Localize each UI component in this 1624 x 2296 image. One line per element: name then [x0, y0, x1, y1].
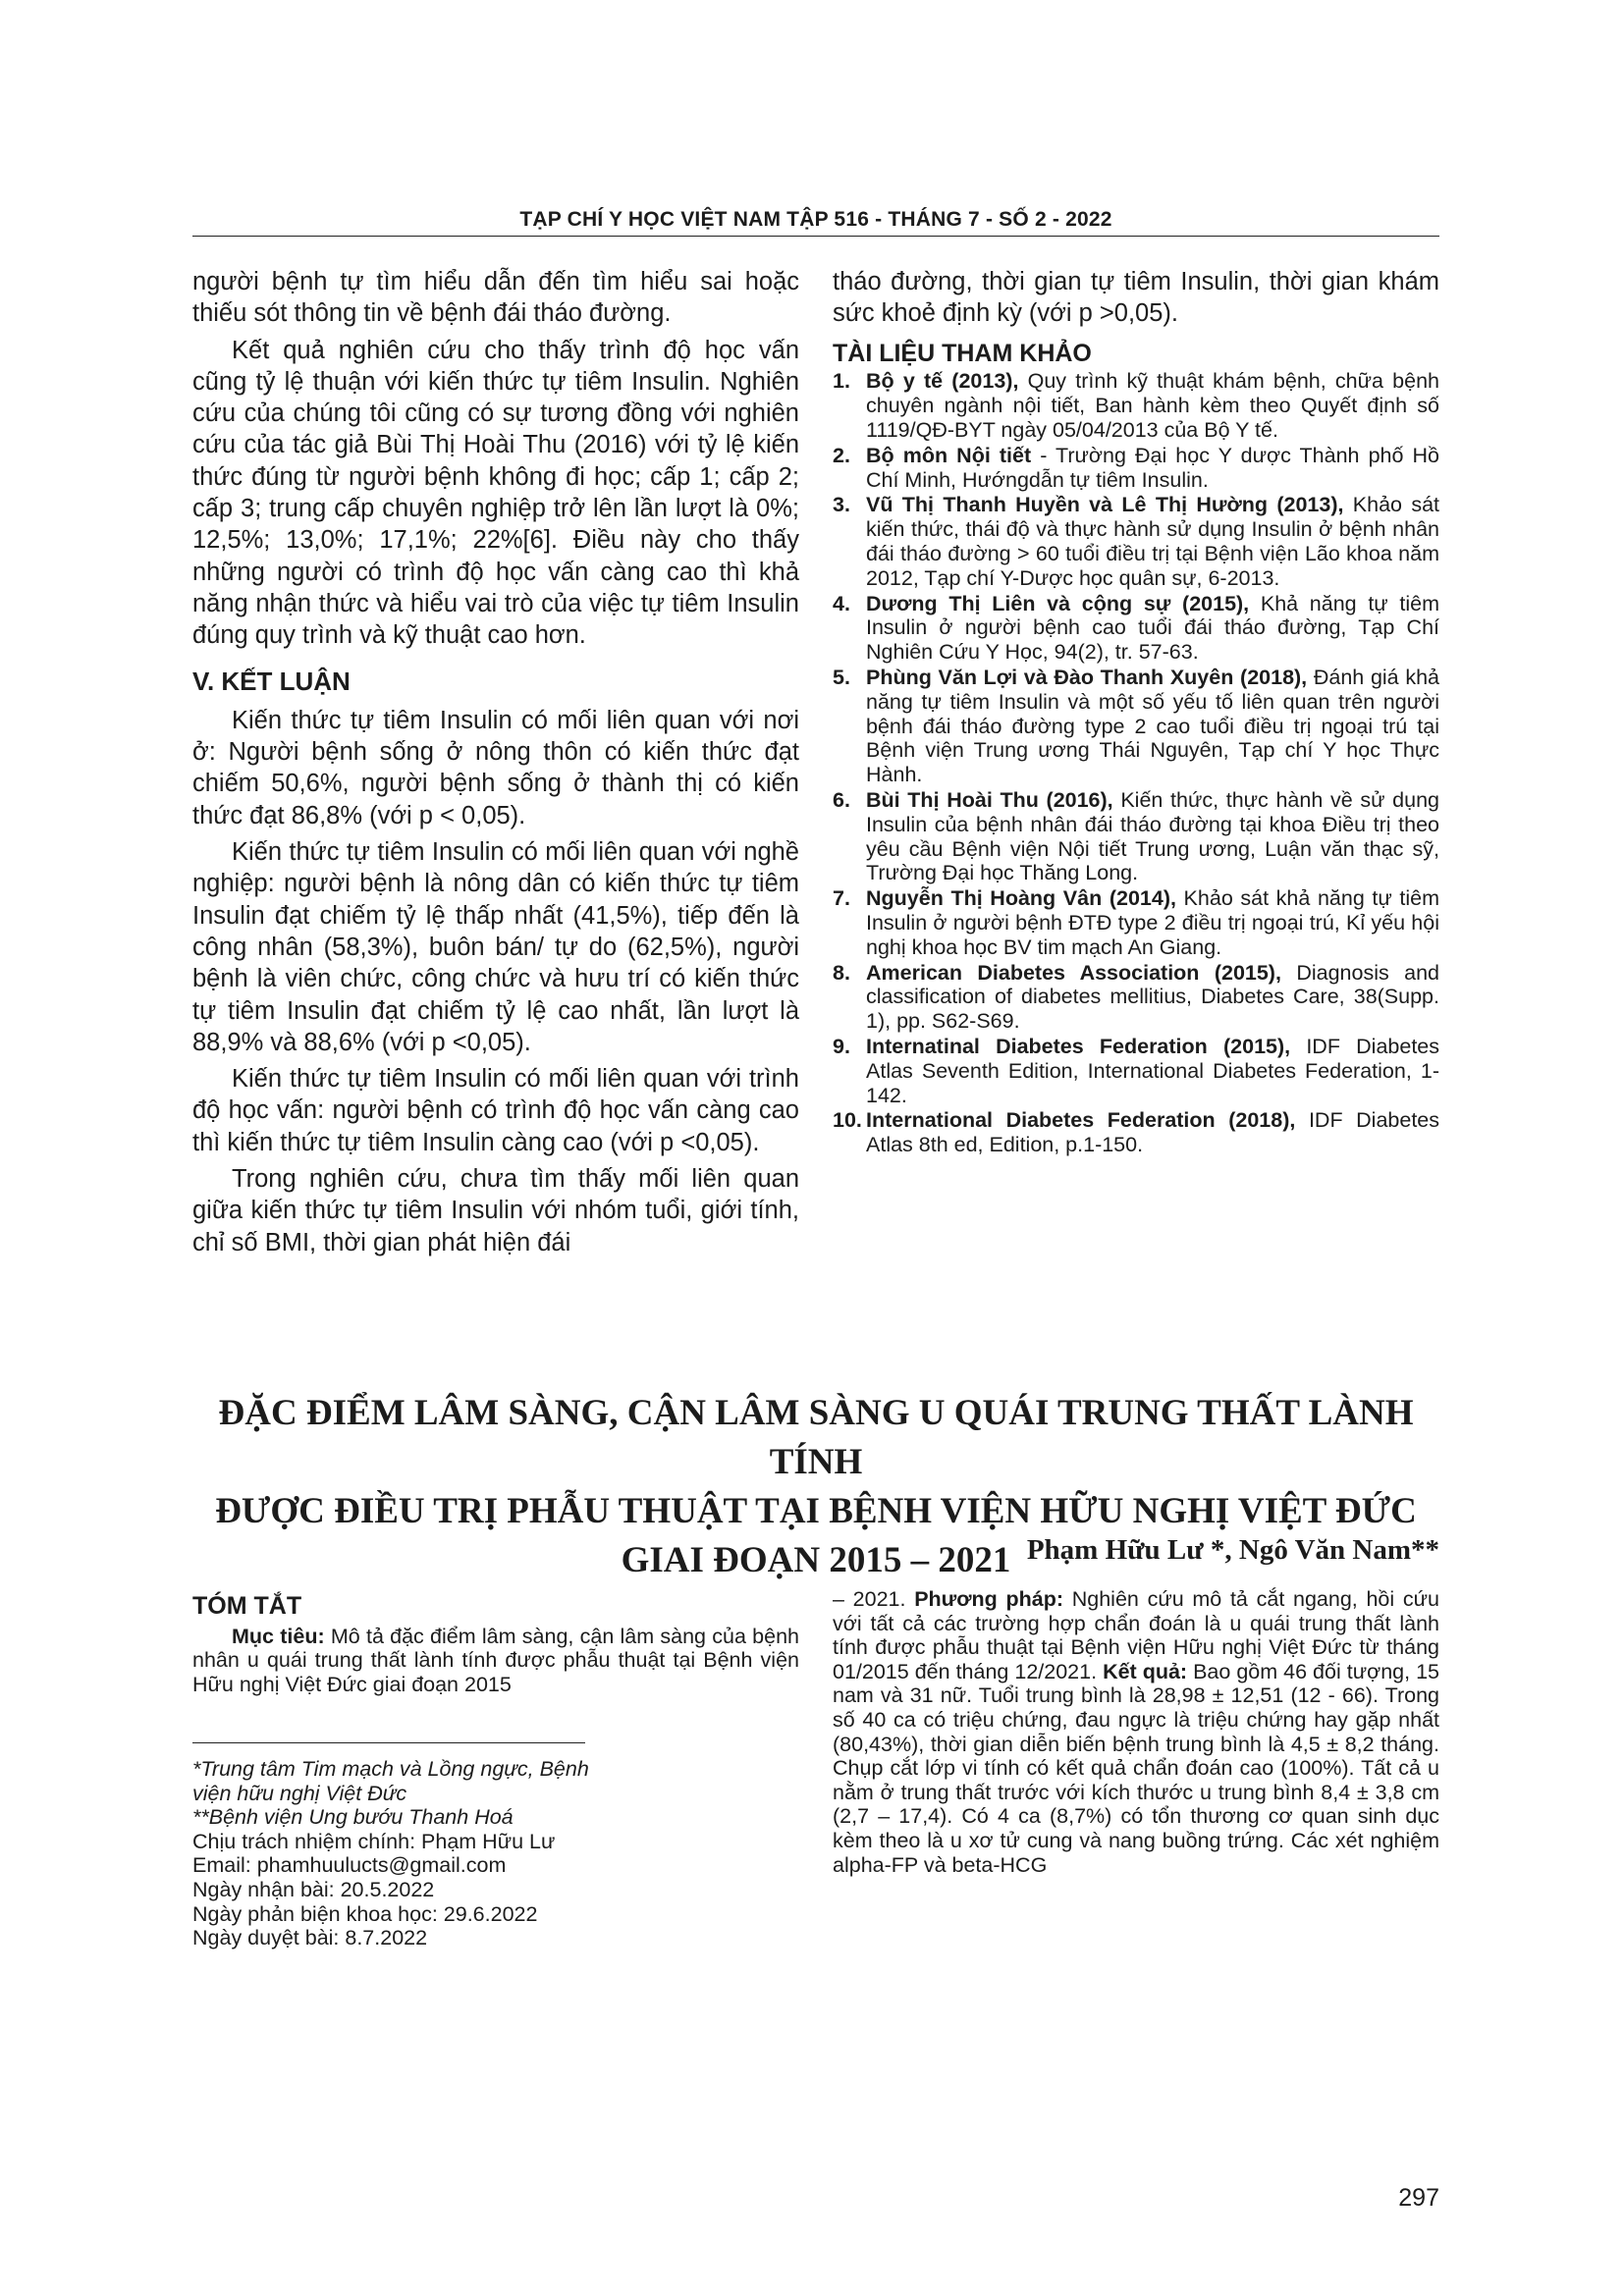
abstract-right	[833, 1587, 1439, 1877]
article-title-line: ĐẶC ĐIỂM LÂM SÀNG, CẬN LÂM SÀNG U QUÁI TRUNG THẤT LÀNH TÍNH	[218, 1393, 1414, 1482]
paragraph: Kiến thức tự tiêm Insulin có mối liên quan với trình độ học vấn: người bệnh có trình độ học vấn càng cao thì kiến thức tự tiêm Insulin càng cao (với p <0,05).	[192, 1065, 799, 1156]
reference-item	[833, 961, 1439, 1034]
reference-body	[866, 666, 1439, 787]
accepted-date: Ngày duyệt bài: 8.7.2022	[192, 1926, 428, 1950]
abstract-paragraph	[833, 1587, 1439, 1877]
reference-item	[833, 886, 1439, 959]
reference-author: Nguyễn Thị Hoàng Vân (2014),	[866, 886, 1176, 911]
result-text: Bao gồm 46 đối tượng, 15 nam và 31 nữ. Tuổi trung bình là 28,98 ± 12,51 (12 - 66). Trong số 40 ca có triệu chứng, đau ngực là triệu chứng hay gặp nhất (80,43%), thời gian diễn biến bệnh trung bình là 4,5 ± 8,2 tháng. Chụp cắt lớp vi tính có kết quả chẩn đoán cao (100%). Tất cả u nằm ở trung thất trước với kích thước u trung bình 8,4 ± 3,8 cm (2,7 – 17,4). Có 4 ca (8,7%) có tổn thương cơ quan sinh dục kèm theo là u xơ tử cung và nang buồng trứng. Các xét nghiệm alpha-FP và beta-HCG	[833, 1659, 1440, 1877]
paragraph: Kết quả nghiên cứu cho thấy trình độ học vấn cũng tỷ lệ thuận với kiến thức tự tiêm Insulin. Nghiên cứu của chúng tôi cũng có sự tương đồng với nghiên cứu của tác giả Bùi Thị Hoài Thu (2016) với tỷ lệ kiến thức đúng từ người bệnh không đi học; cấp 1; cấp 2; cấp 3; trung cấp chuyên nghiệp trở lên lần lượt là 0%; 12,5%; 13,0%; 17,1%; 22%[6]. Điều này cho thấy những người có trình độ học vấn càng cao thì khả năng nhận thức và hiểu vai trò của việc tự tiêm Insulin đúng quy trình và kỹ thuật cao hơn.	[192, 336, 799, 650]
header-rule	[192, 236, 1439, 237]
reference-text: Kiến thức, thực hành về sử dụng Insulin của bệnh nhân đái tháo đường tại khoa Điều trị theo yêu cầu Bệnh viện Nội tiết Trung ương, Luận văn thạc sỹ, Trường Đại học Thăng Long.	[866, 787, 1439, 885]
reference-author: Bùi Thị Hoài Thu (2016),	[866, 787, 1113, 812]
reference-body	[866, 369, 1439, 442]
paragraph: Kiến thức tự tiêm Insulin có mối liên quan với nơi ở: Người bệnh sống ở nông thôn có kiến thức đạt chiếm 50,6%, người bệnh sống ở thành thị có kiến thức đạt 86,8% (với p < 0,05).	[192, 706, 799, 829]
article-title-line: GIAI ĐOẠN 2015 – 2021	[621, 1540, 1011, 1580]
paragraph: tháo đường, thời gian tự tiêm Insulin, thời gian khám sức khoẻ định kỳ (với p >0,05).	[833, 268, 1439, 328]
footnotes	[192, 1757, 605, 1950]
reference-number: 9.	[833, 1034, 850, 1058]
footnote-rule	[192, 1742, 585, 1743]
reference-item	[833, 369, 1439, 442]
reference-number: 5.	[833, 665, 850, 689]
objective-text: Mô tả đặc điểm lâm sàng, cận lâm sàng của bệnh nhân u quái trung thất lành tính được phẫu thuật tại Bệnh viện Hữu nghị Việt Đức giai đoạn 2015	[192, 1624, 799, 1696]
reference-number: 7.	[833, 886, 850, 911]
reference-author: Bộ môn Nội tiết	[866, 443, 1032, 467]
reference-author: Vũ Thị Thanh Huyền và Lê Thị Hường (2013),	[866, 493, 1344, 517]
reference-author: Bộ y tế (2013),	[866, 369, 1019, 394]
reference-text: Khảo sát kiến thức, thái độ và thực hành sử dụng Insulin ở bệnh nhân đái tháo đường > 60 tuổi điều trị tại Bệnh viện Lão khoa năm 2012, Tạp chí Y-Dược học quân sự, 6-2013.	[866, 493, 1439, 590]
abstract-text: – 2021.	[833, 1587, 915, 1611]
email: Email: phamhuulucts@gmail.com	[192, 1853, 507, 1878]
reference-author: Dương Thị Liên và cộng sự (2015),	[866, 591, 1250, 615]
abstract-left	[192, 1594, 799, 1696]
page-number: 297	[1398, 2184, 1439, 2212]
journal-header: TẠP CHÍ Y HỌC VIỆT NAM TẬP 516 - THÁNG 7 - SỐ 2 - 2022	[519, 208, 1112, 231]
reference-author: Phùng Văn Lợi và Đào Thanh Xuyên (2018),	[866, 665, 1308, 689]
reference-number: 6.	[833, 787, 850, 812]
paragraph: Kiến thức tự tiêm Insulin có mối liên quan với nghề nghiệp: người bệnh là nông dân có kiến thức tự tiêm Insulin đạt chiếm tỷ lệ thấp nhất (41,5%), tiếp đến là công nhân (58,3%), buôn bán/ tự do (62,5%), người bệnh là viên chức, công chức và hưu trí có kiến thức tự tiêm Insulin đạt chiếm tỷ lệ cao nhất, lần lượt là 88,9% và 88,6% (với p <0,05).	[192, 838, 799, 1056]
corresponding-author: Chịu trách nhiệm chính: Phạm Hữu Lư	[192, 1829, 556, 1853]
reference-author: Internatinal Diabetes Federation (2015),	[866, 1034, 1291, 1058]
reference-item	[833, 592, 1439, 665]
reference-item	[833, 666, 1439, 787]
reference-text: Khảo sát khả năng tự tiêm Insulin ở người bệnh ĐTĐ type 2 điều trị ngoại trú, Kỉ yếu hội nghị khoa học BV tim mạch An Giang.	[866, 886, 1439, 959]
paragraph: người bệnh tự tìm hiểu dẫn đến tìm hiểu sai hoặc thiếu sót thông tin về bệnh đái tháo đường.	[192, 268, 799, 328]
paragraph: Trong nghiên cứu, chưa tìm thấy mối liên quan giữa kiến thức tự tiêm Insulin với nhóm tuổi, giới tính, chỉ số BMI, thời gian phát hiện đái	[192, 1165, 799, 1256]
reference-item	[833, 1035, 1439, 1107]
objective-label: Mục tiêu:	[232, 1624, 325, 1648]
review-date: Ngày phản biện khoa học: 29.6.2022	[192, 1901, 538, 1926]
reference-number: 8.	[833, 960, 850, 985]
method-text: Nghiên cứu mô tả cắt ngang, hồi cứu với tất cả các trường hợp chẩn đoán là u quái trung thất lành tính được phẫu thuật tại Bệnh viện Hữu nghị Việt Đức từ tháng 01/2015 đến tháng 12/2021.	[833, 1587, 1439, 1683]
reference-number: 10.	[833, 1108, 862, 1133]
reference-item	[833, 788, 1439, 885]
reference-number: 1.	[833, 369, 850, 394]
reference-item	[833, 1108, 1439, 1157]
reference-text: Đánh giá khả năng tự tiêm Insulin và một số yếu tố liên quan trên người bệnh đái tháo đường type 2 cao tuổi điều trị ngoại trú tại Bệnh viện Trung ương Thái Nguyên, Tạp chí Y học Thực Hành.	[866, 665, 1439, 787]
reference-number: 2.	[833, 443, 850, 467]
received-date: Ngày nhận bài: 20.5.2022	[192, 1877, 435, 1901]
reference-text: Quy trình kỹ thuật khám bệnh, chữa bệnh chuyên ngành nội tiết, Ban hành kèm theo Quyết định số 1119/QĐ-BYT ngày 05/04/2013 của Bộ Y tế.	[866, 369, 1439, 442]
reference-item	[833, 493, 1439, 590]
reference-item	[833, 444, 1439, 493]
right-column	[833, 266, 1439, 1157]
references	[833, 339, 1440, 1157]
reference-author: American Diabetes Association (2015),	[866, 960, 1281, 985]
reference-text: - Trường Đại học Y dược Thành phố Hồ Chí Minh, Hướngdẫn tự tiêm Insulin.	[866, 443, 1439, 492]
reference-body	[866, 592, 1439, 665]
left-column	[192, 266, 799, 1258]
affiliation: *Trung tâm Tim mạch và Lồng ngực, Bệnh viện hữu nghị Việt Đức	[192, 1757, 589, 1805]
abstract-paragraph	[192, 1625, 799, 1697]
reference-body	[866, 1035, 1439, 1107]
reference-number: 3.	[833, 493, 850, 517]
reference-body	[866, 1108, 1439, 1157]
reference-body	[866, 886, 1439, 959]
result-label: Kết quả:	[1103, 1659, 1188, 1683]
reference-text: IDF Diabetes Atlas Seventh Edition, International Diabetes Federation, 1-142.	[866, 1034, 1440, 1107]
reference-author: International Diabetes Federation (2018),	[866, 1108, 1296, 1133]
reference-text: IDF Diabetes Atlas 8th ed, Edition, p.1-150.	[866, 1108, 1439, 1157]
reference-number: 4.	[833, 591, 850, 615]
references-heading: TÀI LIỆU THAM KHẢO	[833, 339, 1092, 367]
reference-body	[866, 493, 1439, 590]
article-title-line: ĐƯỢC ĐIỀU TRỊ PHẪU THUẬT TẠI BỆNH VIỆN HỮU NGHỊ VIỆT ĐỨC	[215, 1491, 1417, 1531]
section-heading: V. KẾT LUẬN	[192, 666, 351, 696]
reference-body	[866, 788, 1439, 885]
method-label: Phương pháp:	[914, 1587, 1064, 1611]
reference-body	[866, 961, 1439, 1034]
article-authors: Phạm Hữu Lư *, Ngô Văn Nam**	[1026, 1534, 1439, 1566]
reference-text: Diagnosis and classification of diabetes mellitius, Diabetes Care, 38(Supp. 1), pp. S62-S69.	[866, 960, 1439, 1034]
affiliation: **Bệnh viện Ung bướu Thanh Hoá	[192, 1805, 514, 1830]
reference-body	[866, 444, 1439, 493]
reference-text: Khả năng tự tiêm Insulin ở người bệnh cao tuổi đái tháo đường, Tạp Chí Nghiên Cứu Y Học, 94(2), tr. 57-63.	[866, 591, 1439, 665]
abstract-heading: TÓM TẮT	[192, 1592, 302, 1620]
